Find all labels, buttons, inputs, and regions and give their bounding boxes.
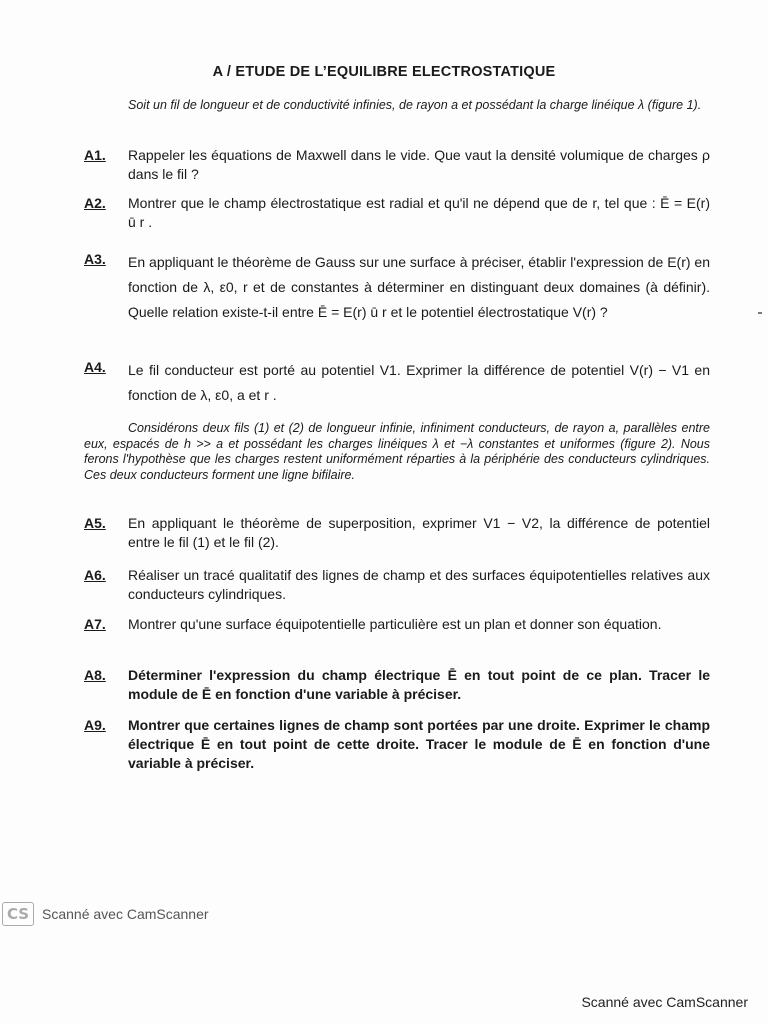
question-text: Déterminer l'expression du champ électrique Ē en tout point de ce plan. Tracer le module de Ē en fonction d'une variable à préciser. xyxy=(128,667,710,702)
question-a9 xyxy=(84,716,710,773)
question-number: A2. xyxy=(84,195,106,211)
question-a5 xyxy=(84,514,710,552)
question-number: A1. xyxy=(84,147,106,163)
question-number: A6. xyxy=(84,567,106,583)
question-text: Montrer qu'une surface équipotentielle particulière est un plan et donner son équation. xyxy=(128,616,662,632)
footer-watermark-text: Scanné avec CamScanner xyxy=(581,994,748,1010)
question-number: A5. xyxy=(84,515,106,531)
question-number: A9. xyxy=(84,717,106,733)
question-text: En appliquant le théorème de superposition, exprimer V1 − V2, la différence de potentiel entre le fil (1) et le fil (2). xyxy=(128,515,710,550)
question-a4 xyxy=(84,358,710,408)
question-text: Réaliser un tracé qualitatif des lignes de champ et des surfaces équipotentielles relatives aux conducteurs cylindriques. xyxy=(128,567,710,602)
intro2-text: Considérons deux fils (1) et (2) de longueur infinie, infiniment conducteurs, de rayon a, parallèles entre eux, espacés de h >> a et possédant les charges linéiques λ et −λ constantes et uniformes (figure 2). Nous ferons l'hypothèse que les charges restent uniformément réparties à la périphérie des conducteurs cylindriques. Ces deux conducteurs forment une ligne bifilaire. xyxy=(84,421,710,482)
question-text: Montrer que le champ électrostatique est radial et qu'il ne dépend que de r, tel que : Ē = E(r) ū r . xyxy=(128,195,710,230)
question-a7 xyxy=(84,615,710,634)
question-number: A3. xyxy=(84,251,106,267)
question-a1 xyxy=(84,146,710,184)
question-text: Rappeler les équations de Maxwell dans le vide. Que vaut la densité volumique de charges ρ dans le fil ? xyxy=(128,147,710,182)
question-text: Montrer que certaines lignes de champ sont portées par une droite. Exprimer le champ électrique Ē en tout point de cette droite. Tracer le module de Ē en fonction d'une variable à préciser. xyxy=(128,717,710,771)
question-text: Le fil conducteur est porté au potentiel V1. Exprimer la différence de potentiel V(r) − V1 en fonction de λ, ε0, a et r . xyxy=(128,362,710,403)
question-number: A7. xyxy=(84,616,106,632)
question-a2 xyxy=(84,194,710,232)
camscanner-logo-icon: CS xyxy=(2,902,34,926)
intro2-paragraph xyxy=(84,421,710,483)
intro-text: Soit un fil de longueur et de conductivité infinies, de rayon a et possédant la charge linéique λ (figure 1). xyxy=(128,98,702,112)
question-text: En appliquant le théorème de Gauss sur une surface à préciser, établir l'expression de E(r) en fonction de λ, ε0, r et de constantes à déterminer en distinguant deux domaines (à définir). Quelle relation existe-t-il entre Ē = E(r) ū r et le potentiel électrostatique V(r) ? xyxy=(128,254,710,320)
scan-artifact xyxy=(758,312,762,314)
question-a8 xyxy=(84,666,710,704)
camscanner-text: Scanné avec CamScanner xyxy=(42,906,209,922)
question-number: A4. xyxy=(84,359,106,375)
intro-paragraph xyxy=(84,97,710,114)
question-number: A8. xyxy=(84,667,106,683)
question-a3 xyxy=(84,250,710,325)
page-title: A / ETUDE DE L’EQUILIBRE ELECTROSTATIQUE xyxy=(212,64,556,80)
camscanner-watermark xyxy=(2,902,209,926)
question-a6 xyxy=(84,566,710,604)
